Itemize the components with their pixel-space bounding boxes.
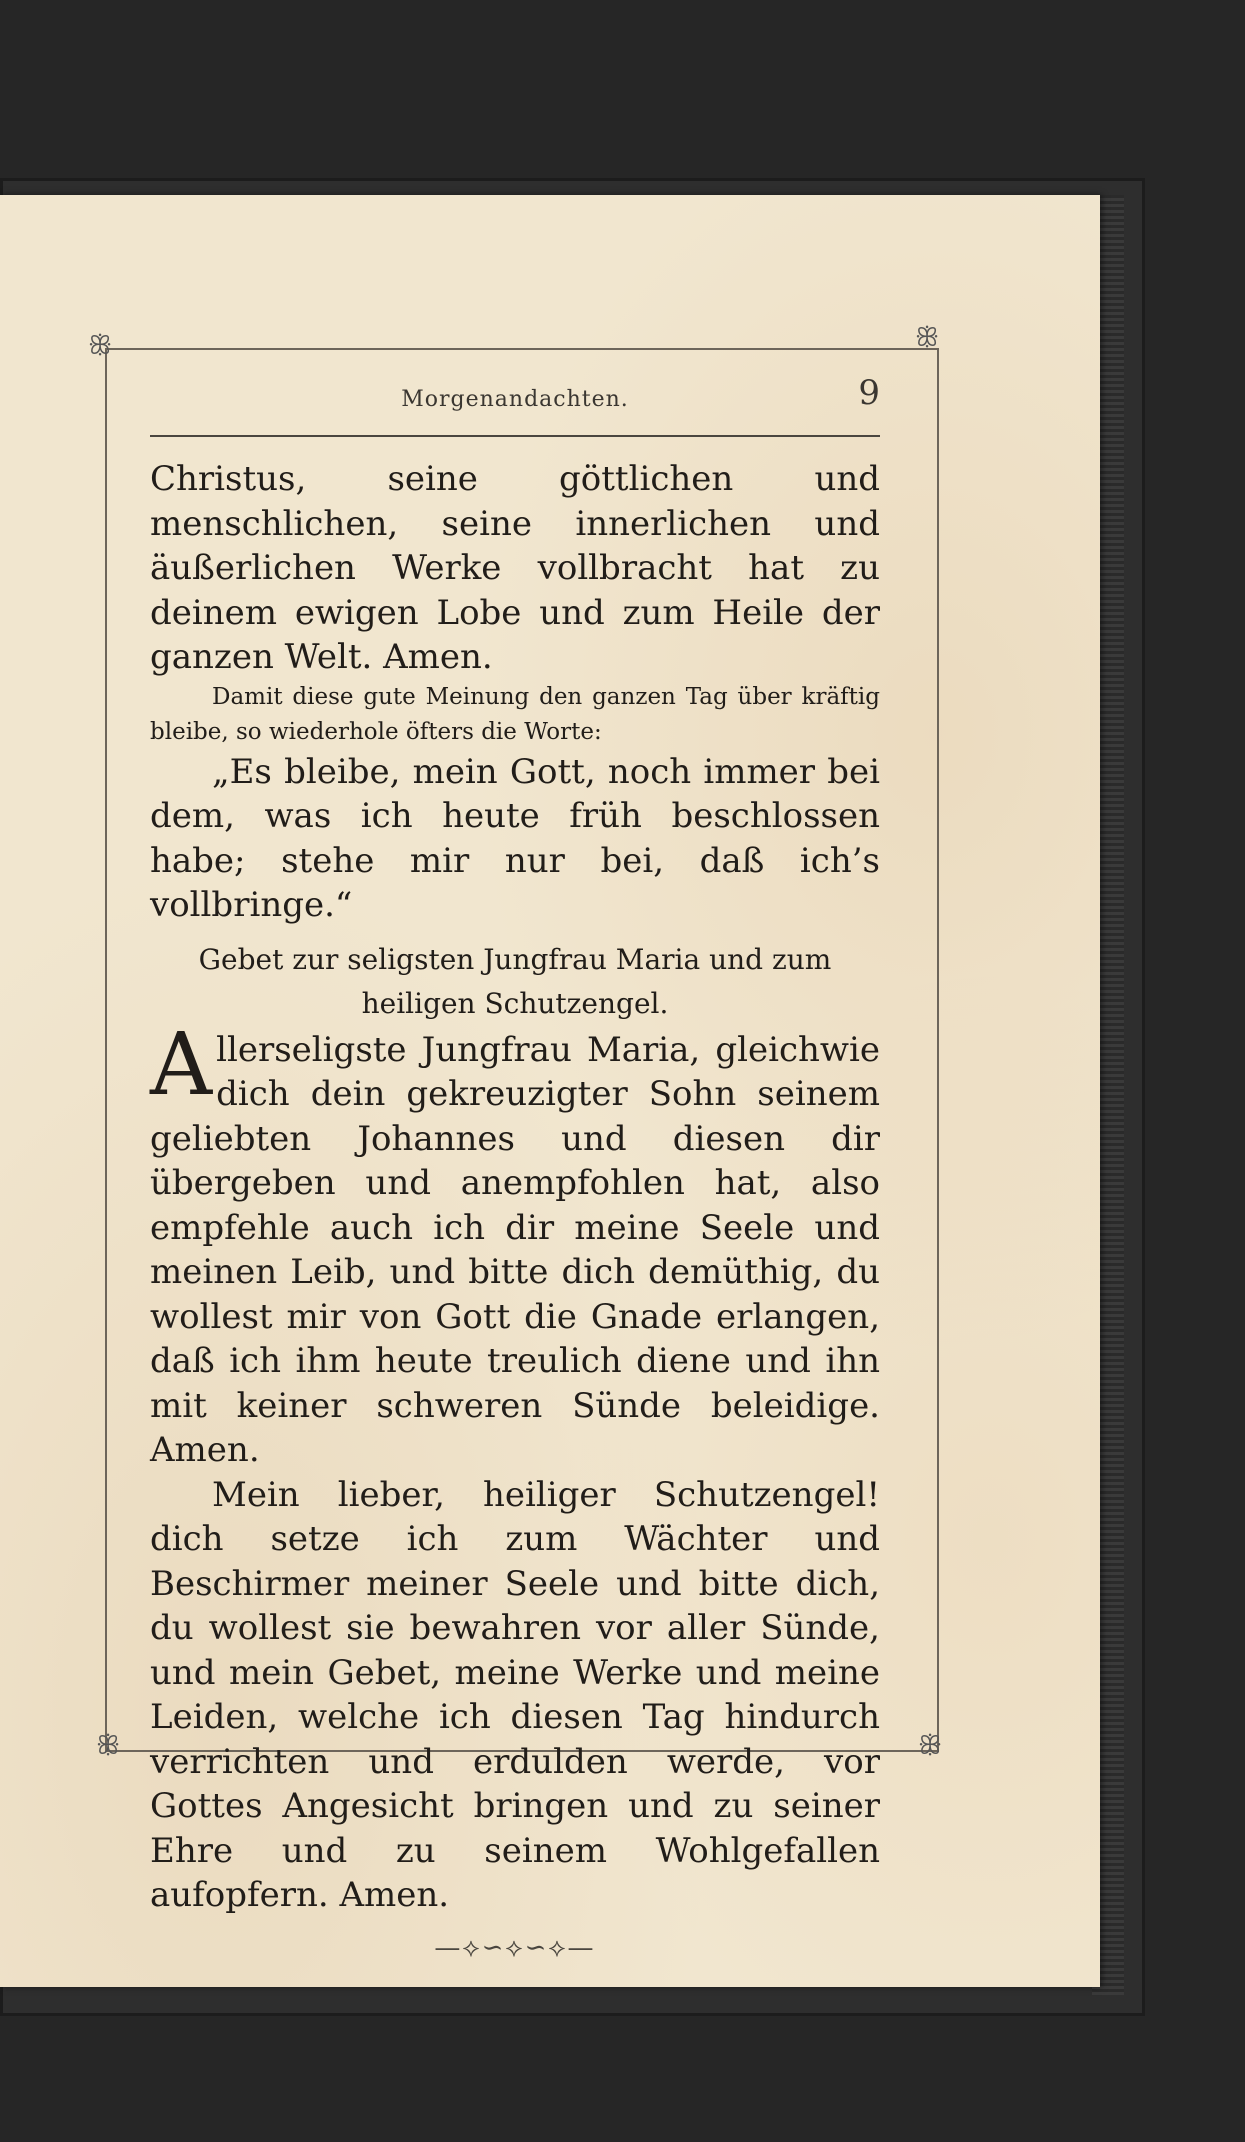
instruction-note: Damit diese gute Meinung den ganzen Tag über kräftig bleibe, so wiederhole öfters die Worte:: [150, 683, 880, 745]
quoted-prayer: „Es bleibe, mein Gott, noch immer bei dem, was ich heute früh beschlossen habe; stehe mir nur bei, daß ich’s vollbringe.“: [150, 751, 880, 925]
prayer-paragraph-angel: Mein lieber, heiliger Schutzengel! dich setze ich zum Wächter und Beschirmer meiner Seele und bitte dich, du wollest sie bewahren vor aller Sünde, und mein Gebet, meine Werke und meine Leiden, welche ich diesen Tag hindurch verrichten und erdulden werde, vor Gottes Angesicht bringen und zu seiner Ehre und zu seinem Wohlgefallen aufopfern. Amen.: [150, 1474, 880, 1915]
corner-ornament-icon: ꕥ: [96, 1731, 121, 1761]
prayer-paragraph-mary-text: llerseligste Jungfrau Maria, gleichwie dich dein gekreuzigter Sohn seinem geliebten Johannes und diesen dir übergeben und anempfohlen hat, also empfehle auch ich dir meine Seele und meinen Leib, und bitte dich demüthig, du wollest mir von Gott die Gnade erlangen, daß ich ihm heute treulich diene und ihn mit keiner schweren Sünde beleidige. Amen.: [150, 1029, 880, 1470]
prayer-paragraph-mary: [150, 1014, 880, 1473]
section-heading-line-2: heiligen Schutzengel.: [361, 986, 669, 1020]
section-heading: [150, 938, 880, 1026]
end-ornament-icon: —⟡∽⟡∽⟡—: [434, 1932, 596, 1963]
corner-ornament-icon: ꕥ: [88, 331, 113, 361]
page-header: [150, 373, 880, 433]
drop-cap: A: [150, 1014, 213, 1115]
book-page: [0, 195, 1100, 1987]
corner-ornament-icon: ꕥ: [918, 1731, 943, 1761]
corner-ornament-icon: ꕥ: [915, 323, 940, 353]
running-head: Morgenandachten.: [401, 387, 629, 412]
paragraph-continued: Christus, seine göttlichen und menschlichen, seine innerlichen und äußerlichen Werke vollbracht hat zu deinem ewigen Lobe und zum Heile der ganzen Welt. Amen.: [150, 459, 880, 677]
page-number: 9: [858, 373, 880, 413]
page-body: [150, 457, 880, 1970]
section-heading-line-1: Gebet zur seligsten Jungfrau Maria und zum: [198, 942, 832, 976]
header-rule: [150, 435, 880, 437]
